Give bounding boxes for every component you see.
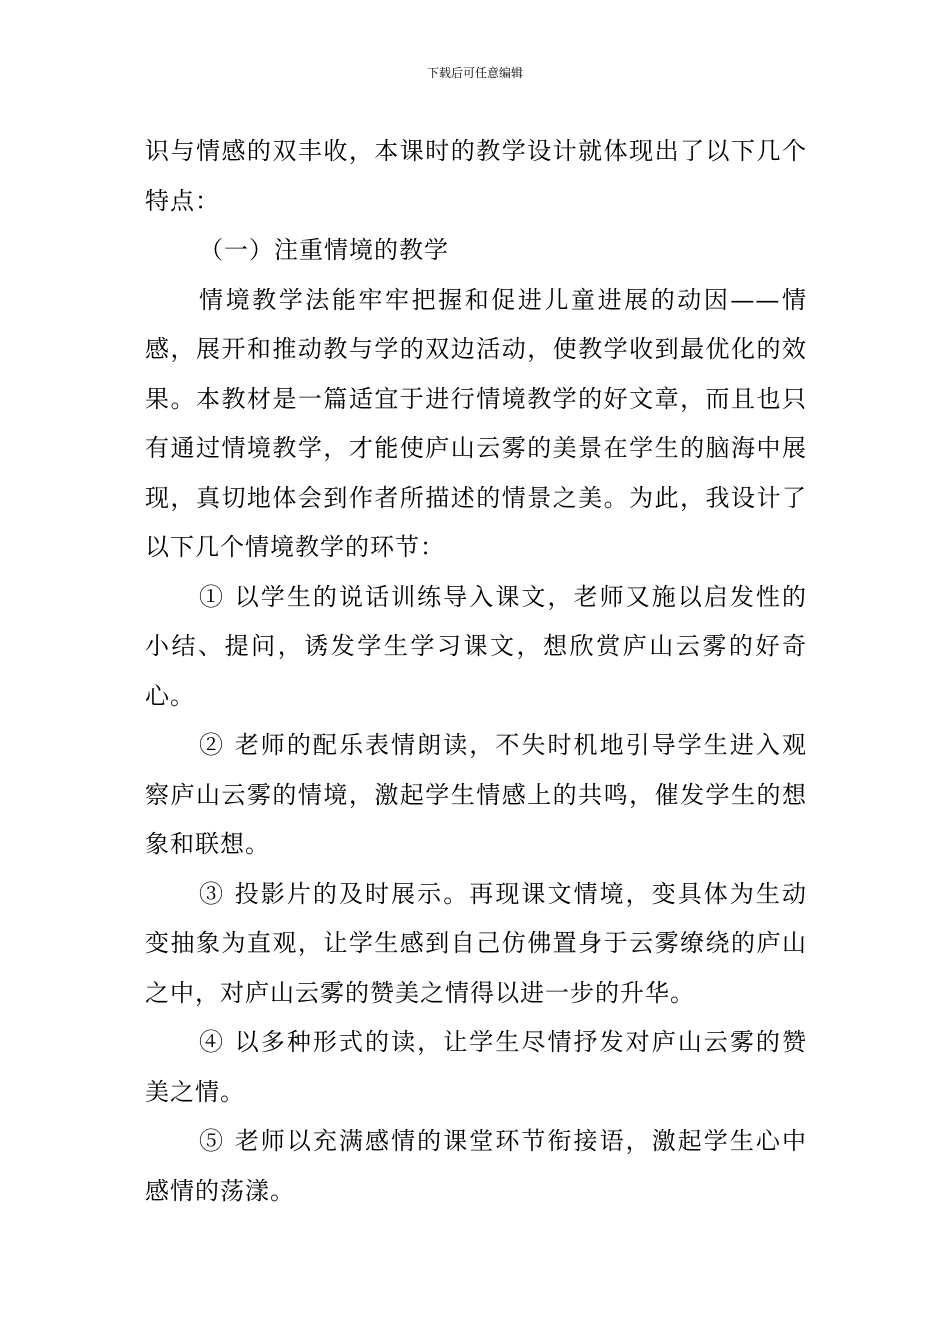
list-item-5: ⑤ 老师以充满感情的课堂环节衔接语，激起学生心中感情的荡漾。: [145, 1127, 807, 1205]
list-item-4: ④ 以多种形式的读，让学生尽情抒发对庐山云雾的赞美之情。: [145, 1028, 807, 1106]
list-item-3: ③ 投影片的及时展示。再现课文情境，变具体为生动变抽象为直观，让学生感到自己仿佛置身于云雾缭绕的庐山之中，对庐山云雾的赞美之情得以进一步的升华。: [145, 879, 807, 1007]
list-item-1: ① 以学生的说话训练导入课文，老师又施以启发性的小结、提问，诱发学生学习课文，想欣赏庐山云雾的好奇心。: [145, 582, 807, 710]
section-heading: （一）注重情境的教学: [199, 236, 449, 264]
paragraph-continuation: 识与情感的双丰收，本课时的教学设计就体现出了以下几个特点：: [145, 137, 807, 215]
paragraph-intro: 情境教学法能牢牢把握和促进儿童进展的动因——情感，展开和推动教与学的双边活动，使教学收到最优化的效果。本教材是一篇适宜于进行情境教学的好文章，而且也只有通过情境教学，才能使庐山云雾的美景在学生的脑海中展现，真切地体会到作者所描述的情景之美。为此，我设计了以下几个情境教学的环节：: [145, 285, 807, 561]
list-item-2: ② 老师的配乐表情朗读，不失时机地引导学生进入观察庐山云雾的情境，激起学生情感上的共鸣，催发学生的想象和联想。: [145, 731, 807, 858]
document-body: [145, 127, 807, 1216]
page-header: 下载后可任意编辑: [426, 66, 523, 80]
